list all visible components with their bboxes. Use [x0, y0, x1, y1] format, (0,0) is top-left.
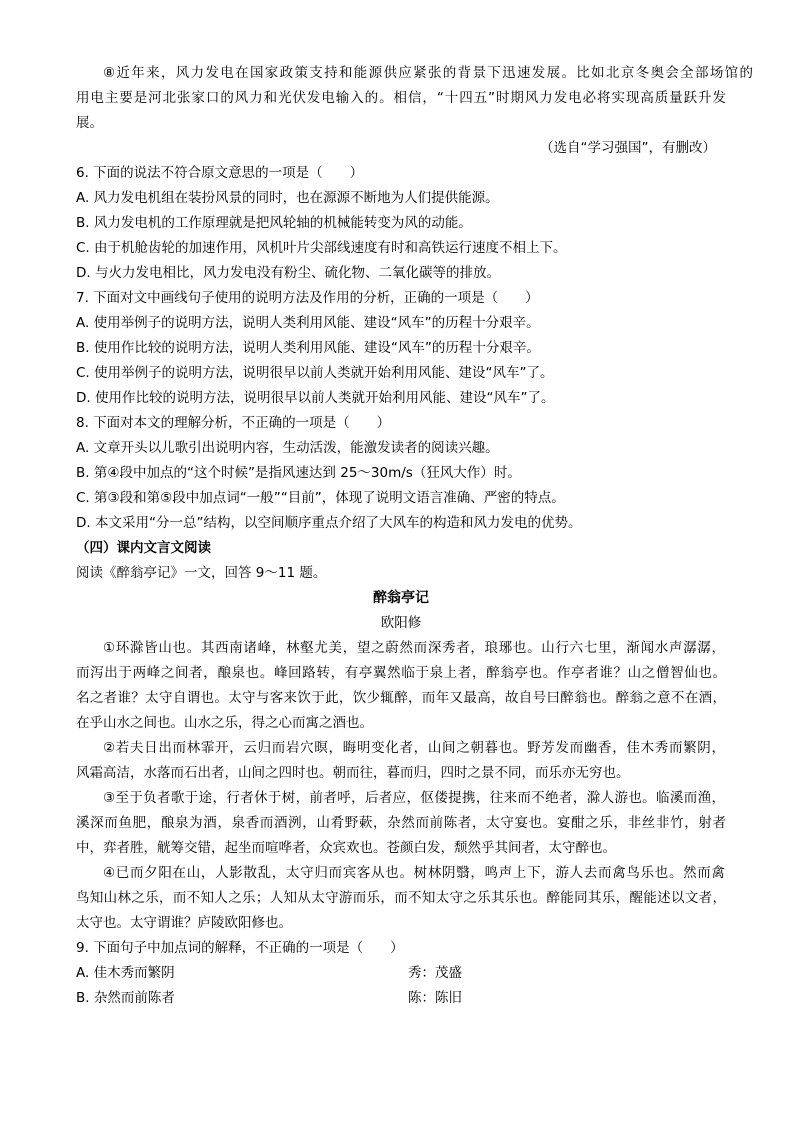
option-gloss: 秀：茂盛 — [408, 965, 462, 981]
question-option: B. 风力发电机的工作原理就是把风轮轴的机械能转变为风的动能。 — [76, 215, 472, 231]
question-option: B. 杂然而前陈者 — [76, 990, 175, 1006]
question-option: A. 使用举例子的说明方法，说明人类利用风能、建设“风车”的历程十分艰辛。 — [76, 315, 540, 331]
passage-line: 在乎山水之间也。山水之乐，得之心而寓之酒也。 — [76, 715, 373, 731]
question-option: D. 本文采用“分一总”结构，以空间顺序重点介绍了大风车的构造和风力发电的优势。 — [76, 515, 582, 531]
question-option: B. 使用作比较的说明方法，说明人类利用风能、建设“风车”的历程十分艰辛。 — [76, 340, 540, 356]
question-stem: 9. 下面句子中加点词的解释，不正确的一项是（ ） — [76, 940, 404, 956]
paragraph-8-line: 用电主要是河北张家口的风力和光伏发电输入的。相信，“十四五”时期风力发电必将实现高质量跃升发 — [76, 90, 726, 106]
passage-line: 太守也。太守谓谁？庐陵欧阳修也。 — [76, 915, 292, 931]
question-option: A. 佳木秀而繁阴 — [76, 965, 175, 981]
passage-line: 风霜高洁，水落而石出者，山间之四时也。朝而往，暮而归，四时之景不同，而乐亦无穷也。 — [76, 765, 630, 781]
question-option: C. 由于机舱齿轮的加速作用，风机叶片尖部线速度有时和高铁运行速度不相上下。 — [76, 240, 567, 256]
passage-line: ②若夫日出而林霏开，云归而岩穴暝，晦明变化者，山间之朝暮也。野芳发而幽香，佳木秀而繁阴， — [103, 740, 725, 756]
question-stem: 8. 下面对本文的理解分析，不正确的一项是（ ） — [76, 415, 391, 431]
source-citation: （选自“学习强国”，有删改） — [540, 140, 716, 156]
question-option: A. 风力发电机组在装扮风景的同时，也在源源不断地为人们提供能源。 — [76, 190, 499, 206]
question-option: D. 与火力发电相比，风力发电没有粉尘、硫化物、二氧化碳等的排放。 — [76, 265, 500, 281]
passage-author: 欧阳修 — [380, 615, 422, 631]
passage-line: ①环滁皆山也。其西南诸峰，林壑尤美，望之蔚然而深秀者，琅琊也。山行六七里，渐闻水声潺潺， — [103, 640, 725, 656]
question-stem: 6. 下面的说法不符合原文意思的一项是（ ） — [76, 165, 364, 181]
question-option: C. 第③段和第⑤段中加点词“一般”“目前”，体现了说明文语言准确、严密的特点。 — [76, 490, 565, 506]
question-option: A. 文章开头以儿歌引出说明内容，生动活泼，能激发读者的阅读兴趣。 — [76, 440, 499, 456]
section-heading: （四）课内文言文阅读 — [76, 540, 211, 556]
question-stem: 7. 下面对文中画线句子使用的说明方法及作用的分析，正确的一项是（ ） — [76, 290, 539, 306]
passage-line: 鸟知山林之乐，而不知人之乐；人知从太守游而乐，而不知太守之乐其乐也。醉能同其乐，醒能述以文者， — [76, 890, 726, 906]
passage-line: 而泻出于两峰之间者，酿泉也。峰回路转，有亭翼然临于泉上者，醉翁亭也。作亭者谁？山之僧智仙也。 — [76, 665, 726, 681]
passage-line: ④已而夕阳在山，人影散乱，太守归而宾客从也。树林阴翳，鸣声上下，游人去而禽鸟乐也。然而禽 — [103, 865, 725, 881]
paragraph-8-line: 展。 — [76, 115, 103, 131]
question-option: B. 第④段中加点的“这个时候”是指风速达到 25～30m/s（狂风大作）时。 — [76, 465, 521, 481]
section-instruction: 阅读《醉翁亭记》一文，回答 9～11 题。 — [76, 565, 327, 581]
option-gloss: 陈：陈旧 — [408, 990, 462, 1006]
passage-line: 名之者谁？太守自谓也。太守与客来饮于此，饮少辄醉，而年又最高，故自号曰醉翁也。醉翁之意不在酒， — [76, 690, 726, 706]
passage-line: 中，弈者胜，觥筹交错，起坐而喧哗者，众宾欢也。苍颜白发，颓然乎其间者，太守醉也。 — [76, 840, 616, 856]
question-option: C. 使用举例子的说明方法，说明很早以前人类就开始利用风能、建设“风车”了。 — [76, 365, 554, 381]
passage-title: 醉翁亭记 — [373, 590, 429, 606]
question-option: D. 使用作比较的说明方法，说明很早以前人类就开始利用风能、建设“风车”了。 — [76, 390, 555, 406]
paragraph-8-line: ⑧近年来，风力发电在国家政策支持和能源供应紧张的背景下迅速发展。比如北京冬奥会全部场馆的 — [103, 65, 753, 81]
passage-line: 溪深而鱼肥，酿泉为酒，泉香而酒洌，山肴野蔌，杂然而前陈者，太守宴也。宴酣之乐，非丝非竹，射者 — [76, 815, 726, 831]
passage-line: ③至于负者歌于途，行者休于树，前者呼，后者应，伛偻提携，往来而不绝者，滁人游也。临溪而渔， — [103, 790, 725, 806]
